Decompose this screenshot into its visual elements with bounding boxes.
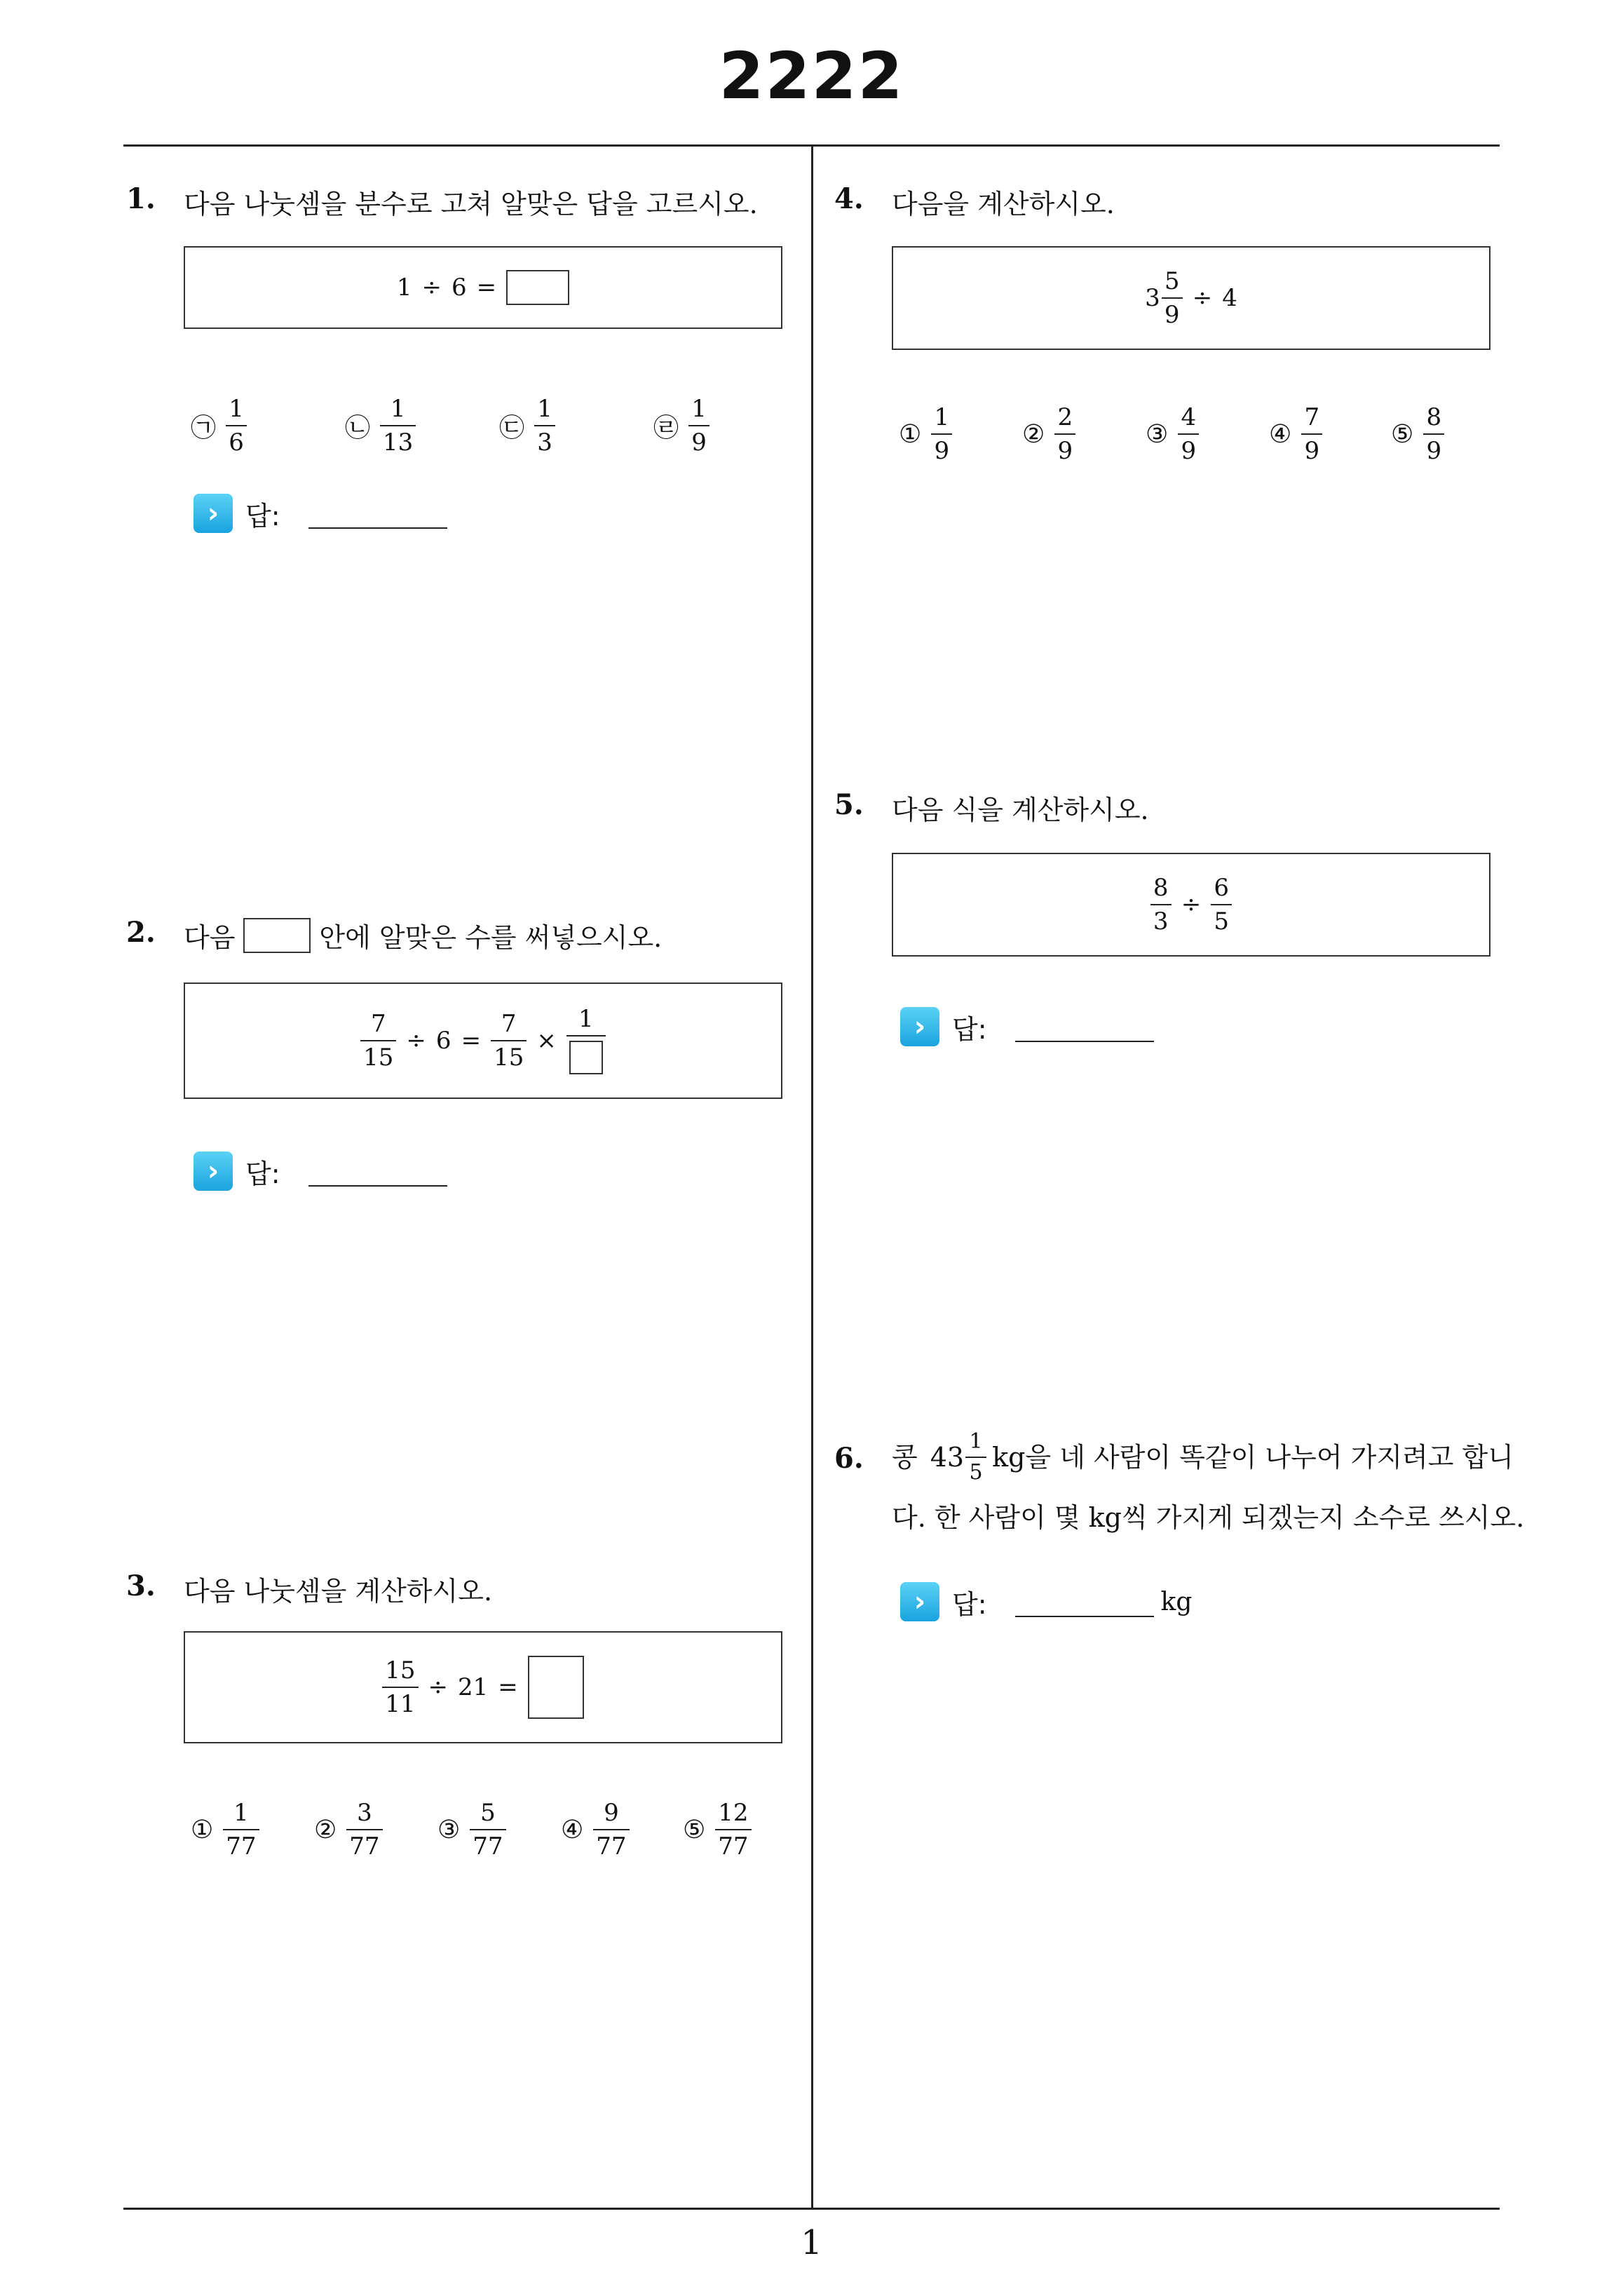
question-1-option-4[interactable]: [653, 395, 709, 457]
question-4-option-2[interactable]: [1022, 405, 1075, 463]
answer-label: 답:: [245, 1158, 280, 1189]
question-6-text-line-2: 다. 한 사람이 몇 kg씩 가지게 되겠는지 소수로 쓰시오.: [892, 1502, 1525, 1533]
option-fraction: $\frac{8}{9}$: [1423, 405, 1444, 463]
question-5-answer: [900, 1007, 1154, 1046]
divide-sign: ÷: [1181, 891, 1202, 919]
question-3-expression-box: [184, 1631, 782, 1743]
question-5-equation: [1150, 874, 1232, 936]
option-fraction: $\frac{1}{9}$: [931, 405, 952, 463]
option-fraction: $\frac{9}{77}$: [593, 1801, 629, 1858]
fraction: $\frac{15}{11}$: [382, 1659, 418, 1716]
answer-input-line[interactable]: [308, 526, 447, 529]
answer-label: 답:: [952, 1588, 987, 1620]
option-fraction: $\frac{4}{9}$: [1178, 405, 1199, 463]
question-6-number: 6.: [834, 1442, 864, 1475]
question-3-option-5[interactable]: [683, 1799, 752, 1861]
question-2-number: 2.: [126, 916, 156, 949]
question-2-expression-box: [184, 982, 782, 1099]
fraction: $\frac{6}{5}$: [1211, 876, 1232, 933]
question-1-option-1[interactable]: [191, 395, 247, 457]
operand: 6: [451, 274, 467, 302]
mixed-number: 3 $\frac{5}{9}$: [1145, 269, 1183, 327]
page-title: 2222: [719, 39, 904, 114]
option-fraction: $\frac{7}{9}$: [1301, 405, 1322, 463]
question-3-option-4[interactable]: [561, 1799, 630, 1861]
fraction-with-blank: 1: [566, 1007, 606, 1074]
fraction: $\frac{7}{15}$: [360, 1012, 396, 1069]
question-4-option-3[interactable]: [1146, 405, 1199, 463]
option-marker: ㉢: [499, 413, 525, 443]
answer-blank-box[interactable]: [506, 270, 569, 305]
option-fraction: $\frac{3}{77}$: [346, 1801, 382, 1858]
option-fraction: $\frac{12}{77}$: [715, 1801, 751, 1858]
inline-blank-box: [243, 918, 311, 953]
question-2-equation: [360, 1007, 606, 1074]
option-marker: ③: [437, 1815, 461, 1844]
question-4-option-1[interactable]: [899, 405, 952, 463]
operand: 6: [435, 1027, 451, 1055]
answer-label: 답:: [952, 1013, 987, 1045]
chevron-right-icon: ›: [193, 494, 233, 533]
divide-sign: ÷: [421, 274, 442, 302]
question-1-expression-box: [184, 246, 782, 329]
option-marker: ①: [899, 419, 922, 449]
option-fraction: $\frac{1}{6}$: [226, 397, 247, 454]
equals-sign: =: [476, 274, 497, 302]
operand: 1: [396, 274, 412, 302]
question-1-option-2[interactable]: [345, 395, 416, 457]
page-number: 1: [801, 2223, 822, 2262]
question-3-option-1[interactable]: [191, 1799, 259, 1861]
answer-label: 답:: [245, 500, 280, 532]
question-6-answer: [900, 1582, 1192, 1621]
footer-divider: [123, 2208, 1500, 2210]
option-marker: ⑤: [683, 1815, 706, 1844]
equals-sign: =: [498, 1673, 518, 1701]
multiply-sign: ×: [536, 1027, 557, 1055]
divide-sign: ÷: [428, 1673, 448, 1701]
chevron-right-icon: ›: [900, 1582, 939, 1621]
mixed-number: 43 $\frac{1}{5}$: [930, 1428, 986, 1487]
option-marker: ③: [1146, 419, 1169, 449]
column-divider: [811, 144, 813, 2208]
chevron-right-icon: ›: [193, 1152, 233, 1191]
divide-sign: ÷: [406, 1027, 426, 1055]
question-3-option-3[interactable]: [437, 1799, 506, 1861]
option-marker: ㉣: [653, 413, 679, 443]
option-marker: ④: [561, 1815, 584, 1844]
option-fraction: $\frac{1}{9}$: [688, 397, 709, 454]
answer-input-line[interactable]: [308, 1184, 447, 1187]
question-1-equation: [397, 270, 569, 305]
question-3-text: 다음 나눗셈을 계산하시오.: [184, 1576, 493, 1607]
question-4-option-4[interactable]: [1269, 405, 1322, 463]
question-3-number: 3.: [126, 1569, 156, 1602]
option-marker: ㉠: [191, 413, 217, 443]
question-5-text: 다음 식을 계산하시오.: [892, 795, 1149, 825]
question-1-text: 다음 나눗셈을 분수로 고쳐 알맞은 답을 고르시오.: [184, 189, 758, 220]
question-2-answer: [193, 1152, 447, 1191]
chevron-right-icon: ›: [900, 1007, 939, 1046]
option-marker: ㉡: [345, 413, 371, 443]
unit-label: kg: [1160, 1587, 1193, 1616]
question-1-answer: [193, 494, 447, 533]
option-marker: ②: [1022, 419, 1045, 449]
option-marker: ①: [191, 1815, 214, 1844]
option-fraction: $\frac{1}{13}$: [380, 397, 416, 454]
fraction: $\frac{8}{3}$: [1150, 876, 1172, 933]
option-fraction: $\frac{5}{77}$: [470, 1801, 505, 1858]
question-5-expression-box: [892, 853, 1490, 957]
option-marker: ②: [314, 1815, 337, 1844]
question-4-option-5[interactable]: [1391, 405, 1444, 463]
answer-blank-box[interactable]: [528, 1656, 584, 1719]
question-1-option-3[interactable]: [499, 395, 555, 457]
answer-input-line[interactable]: [1015, 1039, 1154, 1042]
question-2-text: 다음 안에 알맞은 수를 써넣으시오.: [184, 916, 662, 954]
option-marker: ④: [1269, 419, 1292, 449]
option-fraction: $\frac{2}{9}$: [1054, 405, 1075, 463]
question-4-equation: [1145, 269, 1237, 327]
answer-input-line[interactable]: [1015, 1614, 1154, 1617]
answer-blank-box[interactable]: [569, 1041, 603, 1074]
question-1-number: 1.: [126, 182, 156, 215]
question-4-text: 다음을 계산하시오.: [892, 189, 1115, 220]
operand: 21: [458, 1673, 489, 1701]
option-fraction: $\frac{1}{77}$: [223, 1801, 259, 1858]
operand: 4: [1222, 284, 1237, 312]
question-3-equation: [382, 1656, 584, 1719]
divide-sign: ÷: [1192, 284, 1213, 312]
option-marker: ⑤: [1391, 419, 1414, 449]
option-fraction: $\frac{1}{3}$: [534, 397, 555, 454]
question-6-text-line-1: 콩 43 $\frac{1}{5}$ kg을 네 사람이 똑같이 나누어 가지려고 합니: [892, 1428, 1514, 1487]
question-4-number: 4.: [834, 182, 864, 215]
question-5-number: 5.: [834, 788, 864, 821]
question-3-option-2[interactable]: [314, 1799, 383, 1861]
equals-sign: =: [461, 1027, 482, 1055]
fraction: $\frac{7}{15}$: [491, 1012, 527, 1069]
question-4-expression-box: [892, 246, 1490, 350]
